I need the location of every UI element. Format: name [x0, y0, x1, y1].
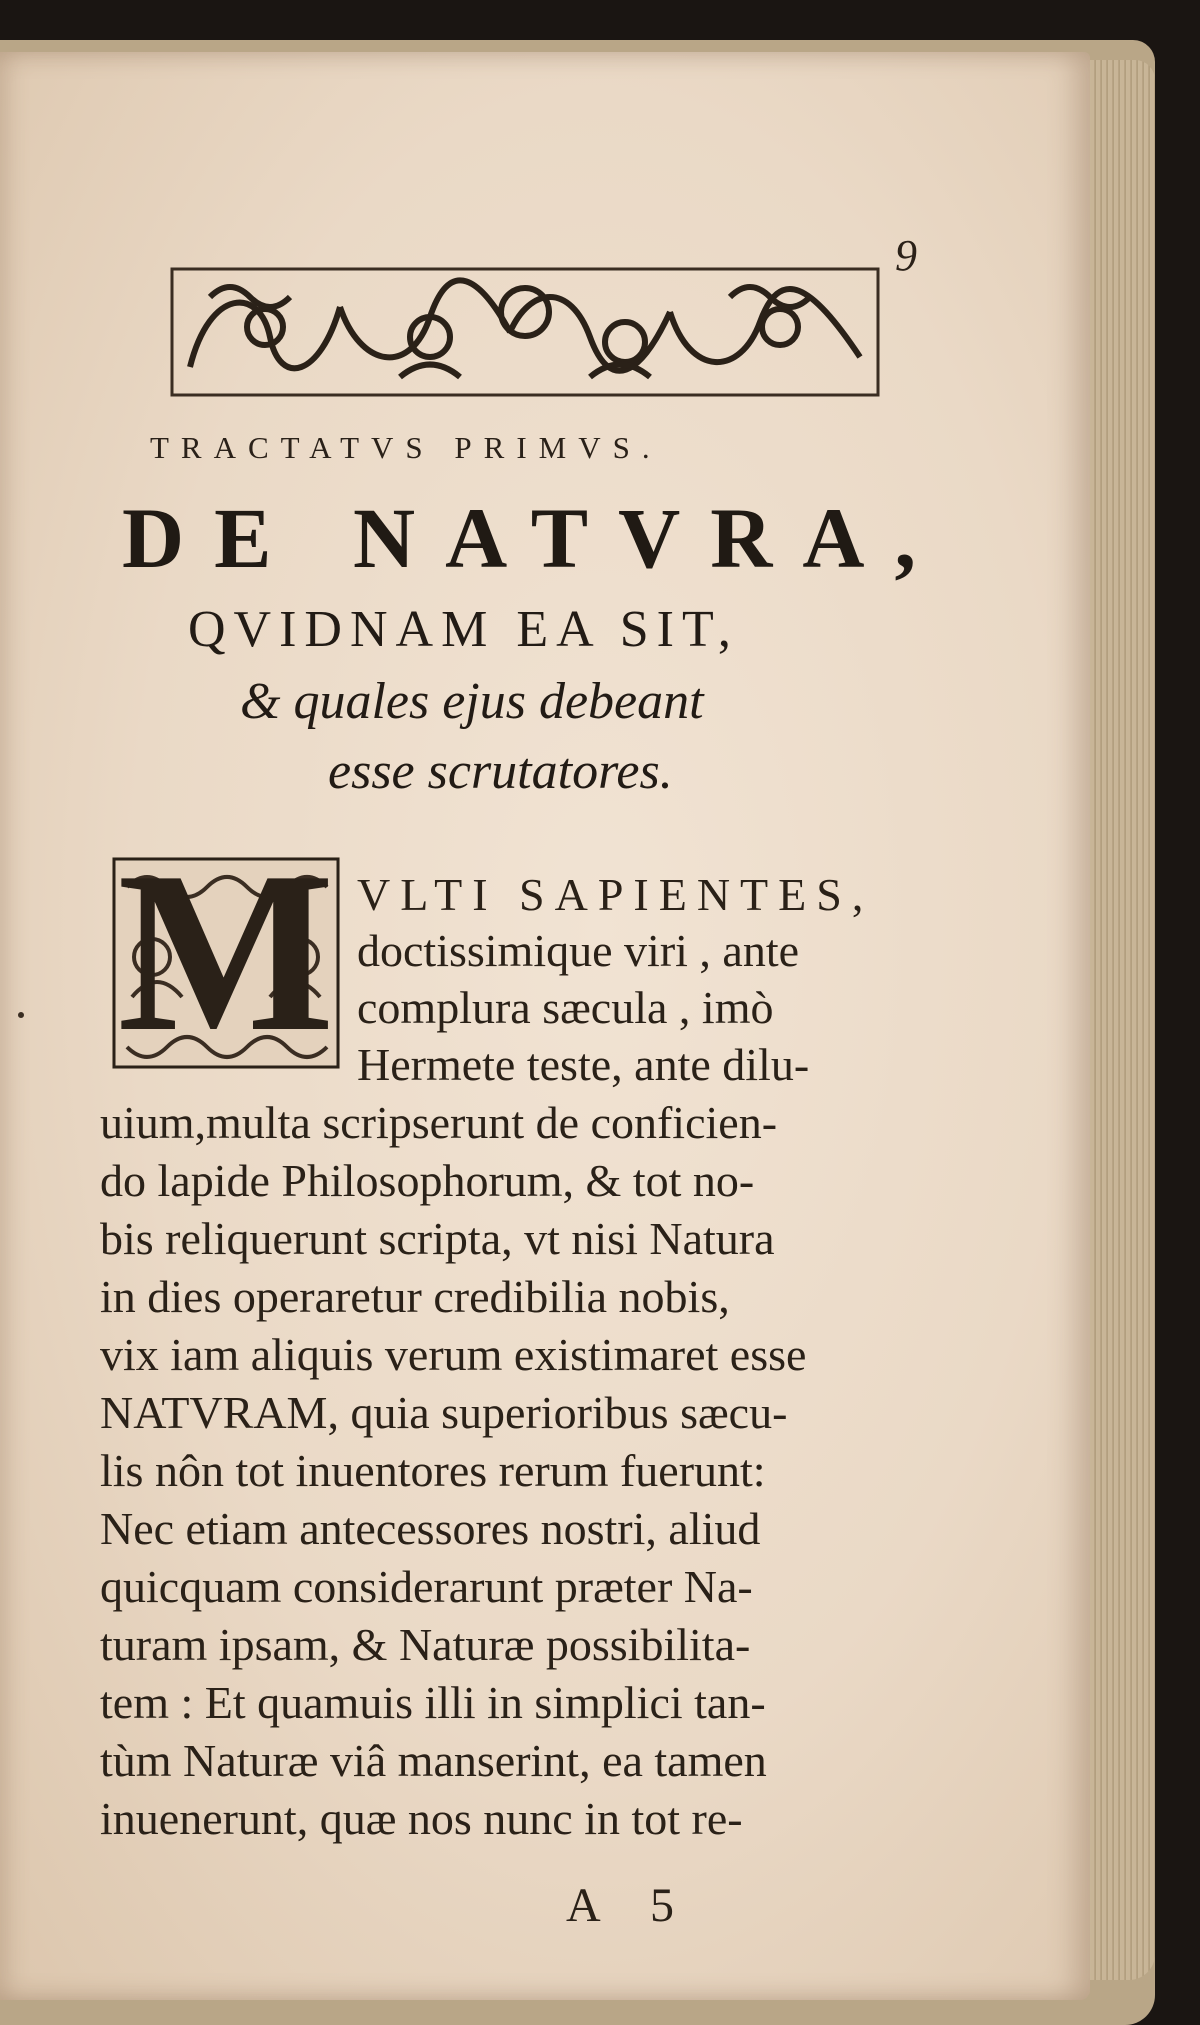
body-line: bis reliquerunt scripta, vt nisi Natura — [100, 1213, 775, 1264]
body-line: VLTI SAPIENTES, — [357, 869, 874, 920]
body-line: in dies operaretur credibilia nobis, — [100, 1271, 730, 1322]
signature-mark: A 5 — [566, 1879, 695, 1932]
dropcap-letter: M — [117, 824, 335, 1079]
body-line: NATVRAM, quia superioribus sæcu- — [100, 1387, 788, 1438]
page-number: 9 — [895, 231, 917, 280]
body-line: uium,multa scripserunt de conficien- — [100, 1097, 778, 1148]
body-line: Hermete teste, ante dilu- — [357, 1039, 810, 1090]
subtitle-line-3: esse scrutatores. — [328, 743, 673, 800]
headpiece-ornament — [170, 267, 880, 397]
subtitle-line-2: & quales ejus debeant — [240, 673, 704, 730]
book-page — [0, 52, 1090, 2000]
body-line: turam ipsam, & Naturæ possibilita- — [100, 1619, 751, 1670]
body-line: tùm Naturæ viâ manserint, ea tamen — [100, 1735, 767, 1786]
body-line: vix iam aliquis verum existimaret esse — [100, 1329, 807, 1380]
body-line: inuenerunt, quæ nos nunc in tot re- — [100, 1793, 743, 1844]
body-line: complura sæcula , imò — [357, 982, 774, 1033]
body-line: do lapide Philosophorum, & tot no- — [100, 1155, 755, 1206]
spine-mark — [18, 1012, 24, 1018]
body-line: tem : Et quamuis illi in simplici tan- — [100, 1677, 766, 1728]
body-line: doctissimique viri , ante — [357, 925, 800, 976]
dropcap-initial — [112, 824, 340, 1079]
running-head: TRACTATVS PRIMVS. — [150, 430, 662, 465]
body-line: Nec etiam antecessores nostri, aliud — [100, 1503, 761, 1554]
page-edges — [1085, 60, 1155, 1980]
body-line: lis nôn tot inuentores rerum fuerunt: — [100, 1445, 766, 1496]
subtitle-line-1: QVIDNAM EA SIT, — [188, 601, 739, 658]
body-line: quicquam considerarunt præter Na- — [100, 1561, 753, 1612]
chapter-title: DE NATVRA, — [122, 490, 946, 586]
